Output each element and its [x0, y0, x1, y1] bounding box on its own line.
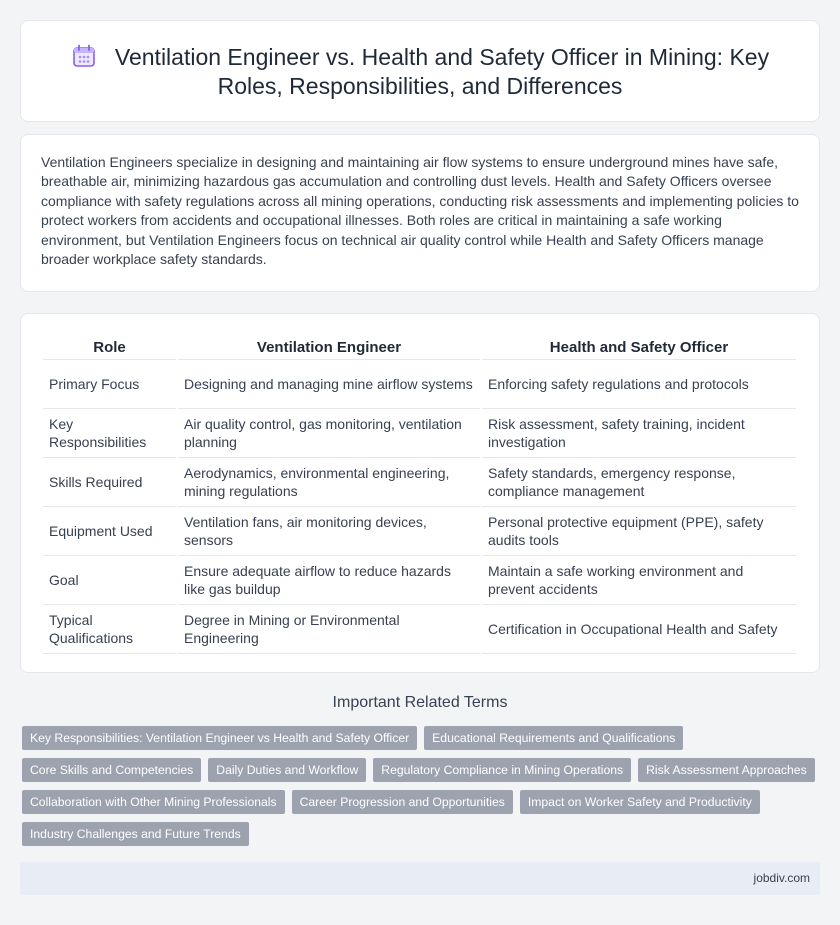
related-term-tag[interactable]: Collaboration with Other Mining Professionals	[22, 790, 285, 814]
calendar-icon	[71, 43, 97, 69]
tag-row	[22, 726, 822, 750]
health-safety-officer-cell: Maintain a safe working environment and prevent accidents	[482, 556, 796, 605]
table-header-row	[43, 336, 796, 360]
ventilation-engineer-cell: Aerodynamics, environmental engineering, mining regulations	[178, 458, 480, 507]
header-health-safety-officer: Health and Safety Officer	[482, 336, 796, 360]
health-safety-officer-cell: Certification in Occupational Health and Safety	[482, 605, 796, 654]
footer	[20, 862, 820, 895]
related-terms-list	[22, 726, 822, 854]
page-title	[51, 43, 789, 101]
related-term-tag[interactable]: Daily Duties and Workflow	[208, 758, 366, 782]
health-safety-officer-cell: Safety standards, emergency response, compliance management	[482, 458, 796, 507]
table-row	[43, 605, 796, 654]
title-card	[20, 20, 820, 122]
related-term-tag[interactable]: Key Responsibilities: Ventilation Engineer vs Health and Safety Officer	[22, 726, 417, 750]
comparison-table-card	[20, 313, 820, 673]
intro-card	[20, 134, 820, 292]
related-term-tag[interactable]: Core Skills and Competencies	[22, 758, 201, 782]
ventilation-engineer-cell: Ventilation fans, air monitoring devices, sensors	[178, 507, 480, 556]
health-safety-officer-cell: Personal protective equipment (PPE), safety audits tools	[482, 507, 796, 556]
related-term-tag[interactable]: Career Progression and Opportunities	[292, 790, 513, 814]
tag-row	[22, 822, 822, 846]
ventilation-engineer-cell: Designing and managing mine airflow systems	[178, 360, 480, 409]
related-term-tag[interactable]: Impact on Worker Safety and Productivity	[520, 790, 760, 814]
intro-paragraph: Ventilation Engineers specialize in designing and maintaining air flow systems to ensure underground mines have safe, breathable air, minimizing hazardous gas accumulation and controlling dust levels. Health and Safety Officers oversee compliance with safety regulations across all mining operations, conducting risk assessments and implementing policies to protect workers from accidents and occupational illnesses. Both roles are critical in maintaining a safe working environment, but Ventilation Engineers focus on technical air quality control while Health and Safety Officers manage broader workplace safety standards.	[41, 154, 799, 268]
table-row	[43, 458, 796, 507]
row-label: Skills Required	[43, 458, 176, 507]
row-label: Equipment Used	[43, 507, 176, 556]
related-terms-heading: Important Related Terms	[332, 694, 508, 711]
related-term-tag[interactable]: Risk Assessment Approaches	[638, 758, 815, 782]
footer-site-link[interactable]: jobdiv.com	[753, 871, 810, 885]
tag-row	[22, 790, 822, 814]
table-row	[43, 507, 796, 556]
table-row	[43, 556, 796, 605]
table-row	[43, 409, 796, 458]
row-label: Primary Focus	[43, 360, 176, 409]
ventilation-engineer-cell: Ensure adequate airflow to reduce hazards like gas buildup	[178, 556, 480, 605]
ventilation-engineer-cell: Degree in Mining or Environmental Engineering	[178, 605, 480, 654]
header-ventilation-engineer: Ventilation Engineer	[178, 336, 480, 360]
related-term-tag[interactable]: Regulatory Compliance in Mining Operations	[373, 758, 631, 782]
ventilation-engineer-cell: Air quality control, gas monitoring, ventilation planning	[178, 409, 480, 458]
row-label: Key Responsibilities	[43, 409, 176, 458]
health-safety-officer-cell: Enforcing safety regulations and protocols	[482, 360, 796, 409]
page-title-text: Ventilation Engineer vs. Health and Safety Officer in Mining: Key Roles, Responsibilities, and Differences	[114, 44, 770, 99]
row-label: Typical Qualifications	[43, 605, 176, 654]
header-role: Role	[43, 336, 176, 360]
health-safety-officer-cell: Risk assessment, safety training, incident investigation	[482, 409, 796, 458]
tag-row	[22, 758, 822, 782]
table-row	[43, 360, 796, 409]
row-label: Goal	[43, 556, 176, 605]
related-term-tag[interactable]: Educational Requirements and Qualifications	[424, 726, 683, 750]
related-term-tag[interactable]: Industry Challenges and Future Trends	[22, 822, 249, 846]
comparison-table	[41, 336, 798, 654]
